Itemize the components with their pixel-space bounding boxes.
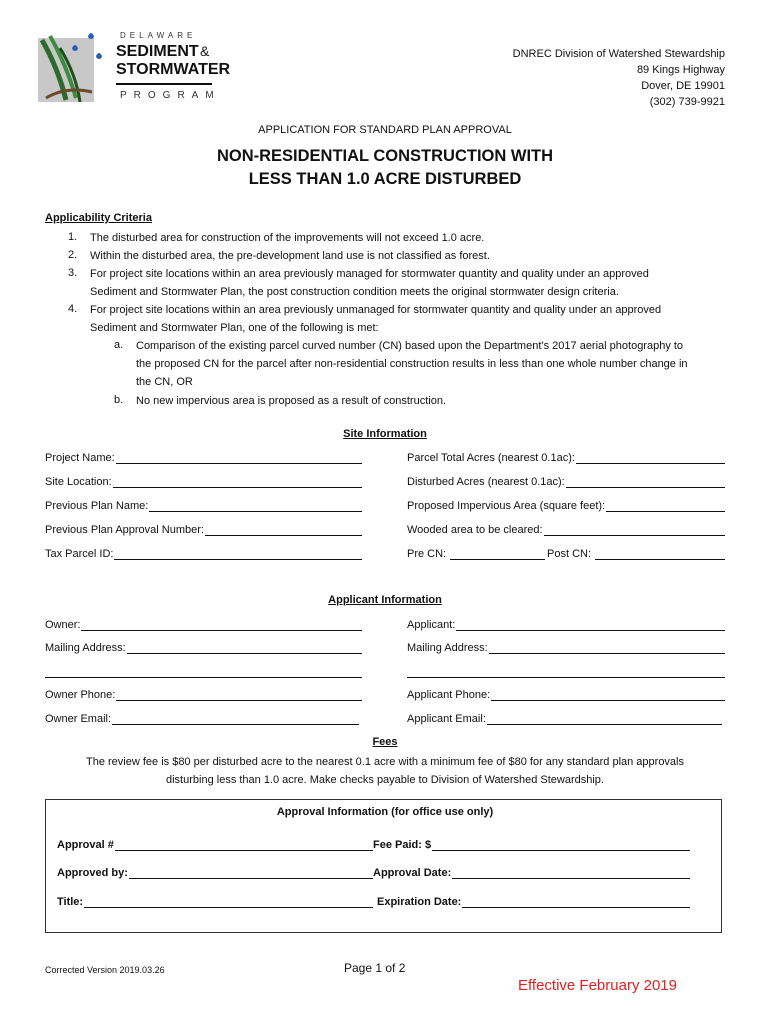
applicant-email-input[interactable]: [487, 712, 722, 725]
address-street: 89 Kings Highway: [636, 64, 725, 76]
expiration-date-field[interactable]: [377, 895, 690, 908]
fee-paid-label: Fee Paid: $: [373, 839, 432, 851]
office-use-heading: Approval Information (for office use only): [276, 806, 494, 818]
owner-phone-field[interactable]: [45, 688, 362, 701]
site-location-label: Site Location:: [45, 476, 112, 488]
list-number: 4.: [68, 303, 78, 315]
list-letter: a.: [114, 339, 124, 351]
address-org: DNREC Division of Watershed Stewardship: [512, 48, 725, 60]
site-location-input[interactable]: [113, 475, 362, 488]
tax-parcel-input[interactable]: [114, 547, 362, 560]
approval-number-label: Approval #: [57, 839, 114, 851]
owner-mailing-label: Mailing Address:: [45, 642, 126, 654]
application-type: APPLICATION FOR STANDARD PLAN APPROVAL: [258, 124, 512, 136]
tax-parcel-field[interactable]: [45, 547, 362, 560]
agency-address: [513, 46, 725, 110]
disturbed-acres-input[interactable]: [566, 475, 725, 488]
logo-text-delaware: DELAWARE: [120, 31, 197, 40]
program-logo: [36, 28, 231, 112]
logo-text-stormwater: STORMWATER: [116, 61, 231, 78]
applicant-input[interactable]: [456, 618, 725, 631]
disturbed-acres-label: Disturbed Acres (nearest 0.1ac):: [407, 476, 565, 488]
owner-email-input[interactable]: [112, 712, 359, 725]
applicant-phone-input[interactable]: [491, 688, 725, 701]
applicant-mailing-label: Mailing Address:: [407, 642, 488, 654]
fee-paid-input[interactable]: [432, 838, 690, 851]
page-number: Page 1 of 2: [344, 961, 406, 975]
address-city: Dover, DE 19901: [641, 80, 725, 92]
list-number: 1.: [68, 231, 78, 243]
criteria-heading: Applicability Criteria: [45, 212, 152, 224]
fees-line-1: The review fee is $80 per disturbed acre to the nearest 0.1 acre with a minimum fee of $80 for any standard plan approvals: [86, 756, 684, 768]
title-line-2: LESS THAN 1.0 ACRE DISTURBED: [248, 170, 522, 188]
site-info-heading: Site Information: [343, 428, 427, 440]
effective-date: Effective February 2019: [518, 977, 677, 994]
expiration-date-label: Expiration Date:: [377, 896, 462, 908]
approved-by-input[interactable]: [129, 866, 373, 879]
applicant-mailing-input[interactable]: [489, 641, 725, 654]
owner-phone-input[interactable]: [116, 688, 362, 701]
title-field[interactable]: [57, 895, 373, 908]
tax-parcel-label: Tax Parcel ID:: [45, 548, 114, 560]
previous-plan-name-field[interactable]: [45, 499, 362, 512]
criteria-sub-b: No new impervious area is proposed as a result of construction.: [136, 395, 446, 407]
list-letter: b.: [114, 394, 124, 406]
post-cn-label: Post CN:: [547, 548, 592, 560]
previous-plan-approval-field[interactable]: [45, 523, 362, 536]
approval-number-field[interactable]: [57, 838, 373, 851]
pre-cn-label: Pre CN:: [407, 548, 447, 560]
approval-number-input[interactable]: [115, 838, 373, 851]
previous-plan-approval-input[interactable]: [205, 523, 362, 536]
owner-email-label: Owner Email:: [45, 713, 112, 725]
project-name-input[interactable]: [116, 451, 362, 464]
proposed-impervious-label: Proposed Impervious Area (square feet):: [407, 500, 606, 512]
applicant-email-field[interactable]: [407, 712, 722, 725]
applicant-phone-label: Applicant Phone:: [407, 689, 491, 701]
post-cn-input[interactable]: [595, 547, 725, 560]
previous-plan-approval-label: Previous Plan Approval Number:: [45, 524, 204, 536]
proposed-impervious-input[interactable]: [606, 499, 725, 512]
pre-cn-field[interactable]: [407, 547, 545, 560]
title-label: Title:: [57, 896, 84, 908]
criteria-sub-a-line-1: Comparison of the existing parcel curved number (CN) based upon the Department’s 2017 aerial photography to: [136, 340, 684, 352]
criteria-item-3-line-1: For project site locations within an area previously managed for stormwater quantity and quality under an approved: [90, 268, 649, 280]
wooded-area-input[interactable]: [544, 523, 725, 536]
applicant-info-heading: Applicant Information: [328, 594, 442, 606]
criteria-sub-a-line-2: the proposed CN for the parcel after non-residential construction results in less than one whole number change in: [136, 358, 688, 370]
parcel-total-acres-field[interactable]: [407, 451, 725, 464]
criteria-item-2: Within the disturbed area, the pre-development land use is not classified as forest.: [90, 250, 490, 262]
list-number: 3.: [68, 267, 78, 279]
owner-mailing-field[interactable]: [45, 641, 362, 654]
previous-plan-name-label: Previous Plan Name:: [45, 500, 149, 512]
post-cn-field[interactable]: [547, 547, 725, 560]
owner-mailing-input[interactable]: [127, 641, 362, 654]
criteria-item-1: The disturbed area for construction of the improvements will not exceed 1.0 acre.: [90, 232, 485, 244]
criteria-sub-a-line-3: the CN, OR: [136, 376, 193, 388]
logo-drop: [88, 33, 94, 39]
criteria-item-3-line-2: Sediment and Stormwater Plan, the post construction condition meets the original stormwater design criteria.: [90, 286, 619, 298]
owner-email-field[interactable]: [45, 712, 359, 725]
fee-paid-field[interactable]: [373, 838, 690, 851]
previous-plan-name-input[interactable]: [149, 499, 362, 512]
owner-field[interactable]: [45, 618, 362, 631]
criteria-item-4-line-1: For project site locations within an area previously unmanaged for stormwater quantity and quality under an approved: [90, 304, 662, 316]
approval-date-label: Approval Date:: [373, 867, 452, 879]
title-line-1: NON-RESIDENTIAL CONSTRUCTION WITH: [216, 147, 554, 165]
applicant-mailing-field[interactable]: [407, 641, 725, 654]
expiration-date-input[interactable]: [462, 895, 690, 908]
logo-text-sediment: SEDIMENT: [116, 43, 199, 60]
approval-date-field[interactable]: [373, 866, 690, 879]
logo-graphic: [36, 28, 231, 112]
logo-drop: [96, 53, 102, 59]
title-input[interactable]: [84, 895, 373, 908]
fees-line-2: disturbing less than 1.0 acre. Make checks payable to Division of Watershed Stewardship.: [166, 774, 604, 786]
page-title: [0, 145, 770, 191]
owner-label: Owner:: [45, 619, 81, 631]
version-note: Corrected Version 2019.03.26: [45, 965, 165, 975]
applicant-email-label: Applicant Email:: [407, 713, 486, 725]
owner-phone-label: Owner Phone:: [45, 689, 116, 701]
approval-date-input[interactable]: [452, 866, 690, 879]
project-name-label: Project Name:: [45, 452, 115, 464]
list-number: 2.: [68, 249, 78, 261]
address-phone: (302) 739-9921: [649, 96, 725, 108]
criteria-item-4-line-2: Sediment and Stormwater Plan, one of the following is met:: [90, 322, 379, 334]
logo-text-amp: &: [200, 43, 210, 59]
project-name-field[interactable]: [45, 451, 362, 464]
parcel-total-acres-label: Parcel Total Acres (nearest 0.1ac):: [407, 452, 575, 464]
applicant-mailing-line-2[interactable]: [407, 677, 725, 678]
parcel-total-acres-input[interactable]: [576, 451, 725, 464]
fees-heading: Fees: [372, 736, 398, 748]
applicant-field[interactable]: [407, 618, 725, 631]
logo-text-program: PROGRAM: [120, 90, 221, 101]
approved-by-label: Approved by:: [57, 867, 128, 879]
owner-mailing-line-2[interactable]: [45, 677, 362, 678]
owner-input[interactable]: [81, 618, 362, 631]
pre-cn-input[interactable]: [450, 547, 545, 560]
wooded-area-field[interactable]: [407, 523, 725, 536]
disturbed-acres-field[interactable]: [407, 475, 725, 488]
site-location-field[interactable]: [45, 475, 362, 488]
wooded-area-label: Wooded area to be cleared:: [407, 524, 543, 536]
approved-by-field[interactable]: [57, 866, 373, 879]
proposed-impervious-field[interactable]: [407, 499, 725, 512]
applicant-label: Applicant:: [407, 619, 456, 631]
applicant-phone-field[interactable]: [407, 688, 725, 701]
